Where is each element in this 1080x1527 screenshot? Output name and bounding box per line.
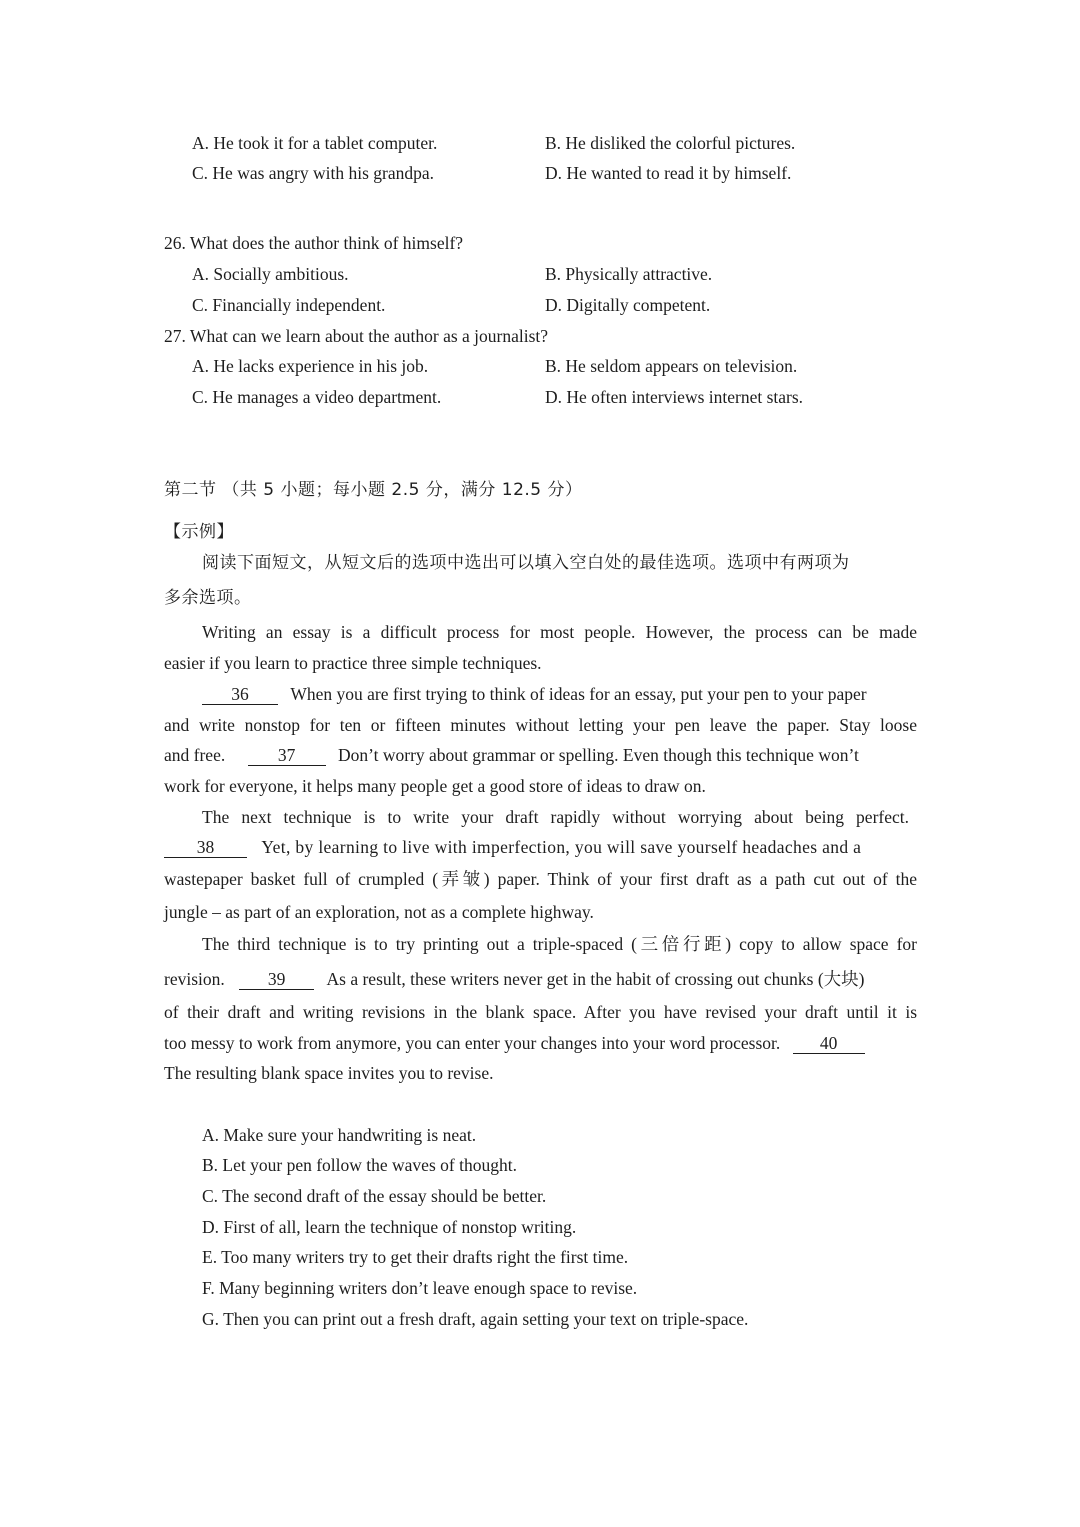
q27-option-c: C. He manages a video department. [192,387,442,407]
q26-option-b: B. Physically attractive. [545,264,713,284]
q27-option-d: D. He often interviews internet stars. [545,387,804,407]
q27-stem: 27. What can we learn about the author as a journalist? [164,326,549,346]
choice-a: A. Make sure your handwriting is neat. [202,1125,477,1145]
q27-option-b: B. He seldom appears on television. [545,356,798,376]
q25-option-a: A. He took it for a tablet computer. [192,133,438,153]
passage-text: As a result, these writers never get in the habit of crossing out chunks (大块) [326,969,865,989]
section-heading: 第二节 （共 5 小题；每小题 2.5 分，满分 12.5 分） [164,480,583,500]
blank-39[interactable]: 39 [239,970,314,990]
q26-option-d: D. Digitally competent. [545,295,711,315]
choice-g: G. Then you can print out a fresh draft, again setting your text on triple-space. [202,1309,749,1329]
q26-option-c: C. Financially independent. [192,295,386,315]
passage-text: too messy to work from anymore, you can enter your changes into your word processor. [164,1033,781,1053]
passage-text: and free. [164,745,226,765]
q27-option-a: A. He lacks experience in his job. [192,356,429,376]
passage-text: revision. [164,969,225,989]
q25-option-d: D. He wanted to read it by himself. [545,163,792,183]
passage-line: work for everyone, it helps many people get a good store of ideas to draw on. [164,776,706,796]
instruction-line-2: 多余选项。 [164,588,252,608]
passage-line: The next technique is to write your draft rapidly without worrying about being perfect. [202,807,909,827]
blank-40[interactable]: 40 [793,1034,865,1054]
passage-line: of their draft and writing revisions in the blank space. After you have revised your draft until it is [164,1002,917,1022]
blank-36[interactable]: 36 [202,685,278,705]
choice-d: D. First of all, learn the technique of nonstop writing. [202,1217,577,1237]
passage-text: When you are first trying to think of ideas for an essay, put your pen to your paper [290,684,867,704]
passage-line: Writing an essay is a difficult process for most people. However, the process can be made [202,622,917,642]
passage-line [164,836,917,858]
passage-line [164,968,917,990]
passage-line [164,1032,917,1054]
q26-option-a: A. Socially ambitious. [192,264,349,284]
blank-38[interactable]: 38 [164,838,247,858]
passage-line: wastepaper basket full of crumpled (弄皱) paper. Think of your first draft as a path cut out of the [164,869,917,889]
blank-37[interactable]: 37 [248,746,326,766]
passage-text: Don’t worry about grammar or spelling. Even though this technique won’t [337,745,859,765]
instruction-line-1: 阅读下面短文，从短文后的选项中选出可以填入空白处的最佳选项。选项中有两项为 [202,553,850,573]
q26-stem: 26. What does the author think of himself? [164,233,464,253]
q25-option-b: B. He disliked the colorful pictures. [545,133,796,153]
q25-option-c: C. He was angry with his grandpa. [192,163,435,183]
passage-line: The resulting blank space invites you to revise. [164,1063,494,1083]
passage-line: jungle – as part of an exploration, not as a complete highway. [164,902,594,922]
passage-line: The third technique is to try printing out a triple-spaced (三倍行距) copy to allow space for [202,934,917,954]
choice-c: C. The second draft of the essay should be better. [202,1186,547,1206]
example-label: 【示例】 [164,522,234,542]
choice-b: B. Let your pen follow the waves of thought. [202,1155,517,1175]
passage-line [164,744,917,766]
passage-line [202,683,917,705]
passage-text: Yet, by learning to live with imperfection, you will save yourself headaches and a [261,837,862,857]
passage-line: and write nonstop for ten or fifteen minutes without letting your pen leave the paper. Stay loose [164,715,917,735]
choice-e: E. Too many writers try to get their drafts right the first time. [202,1247,629,1267]
choice-f: F. Many beginning writers don’t leave enough space to revise. [202,1278,638,1298]
passage-line: easier if you learn to practice three simple techniques. [164,653,542,673]
